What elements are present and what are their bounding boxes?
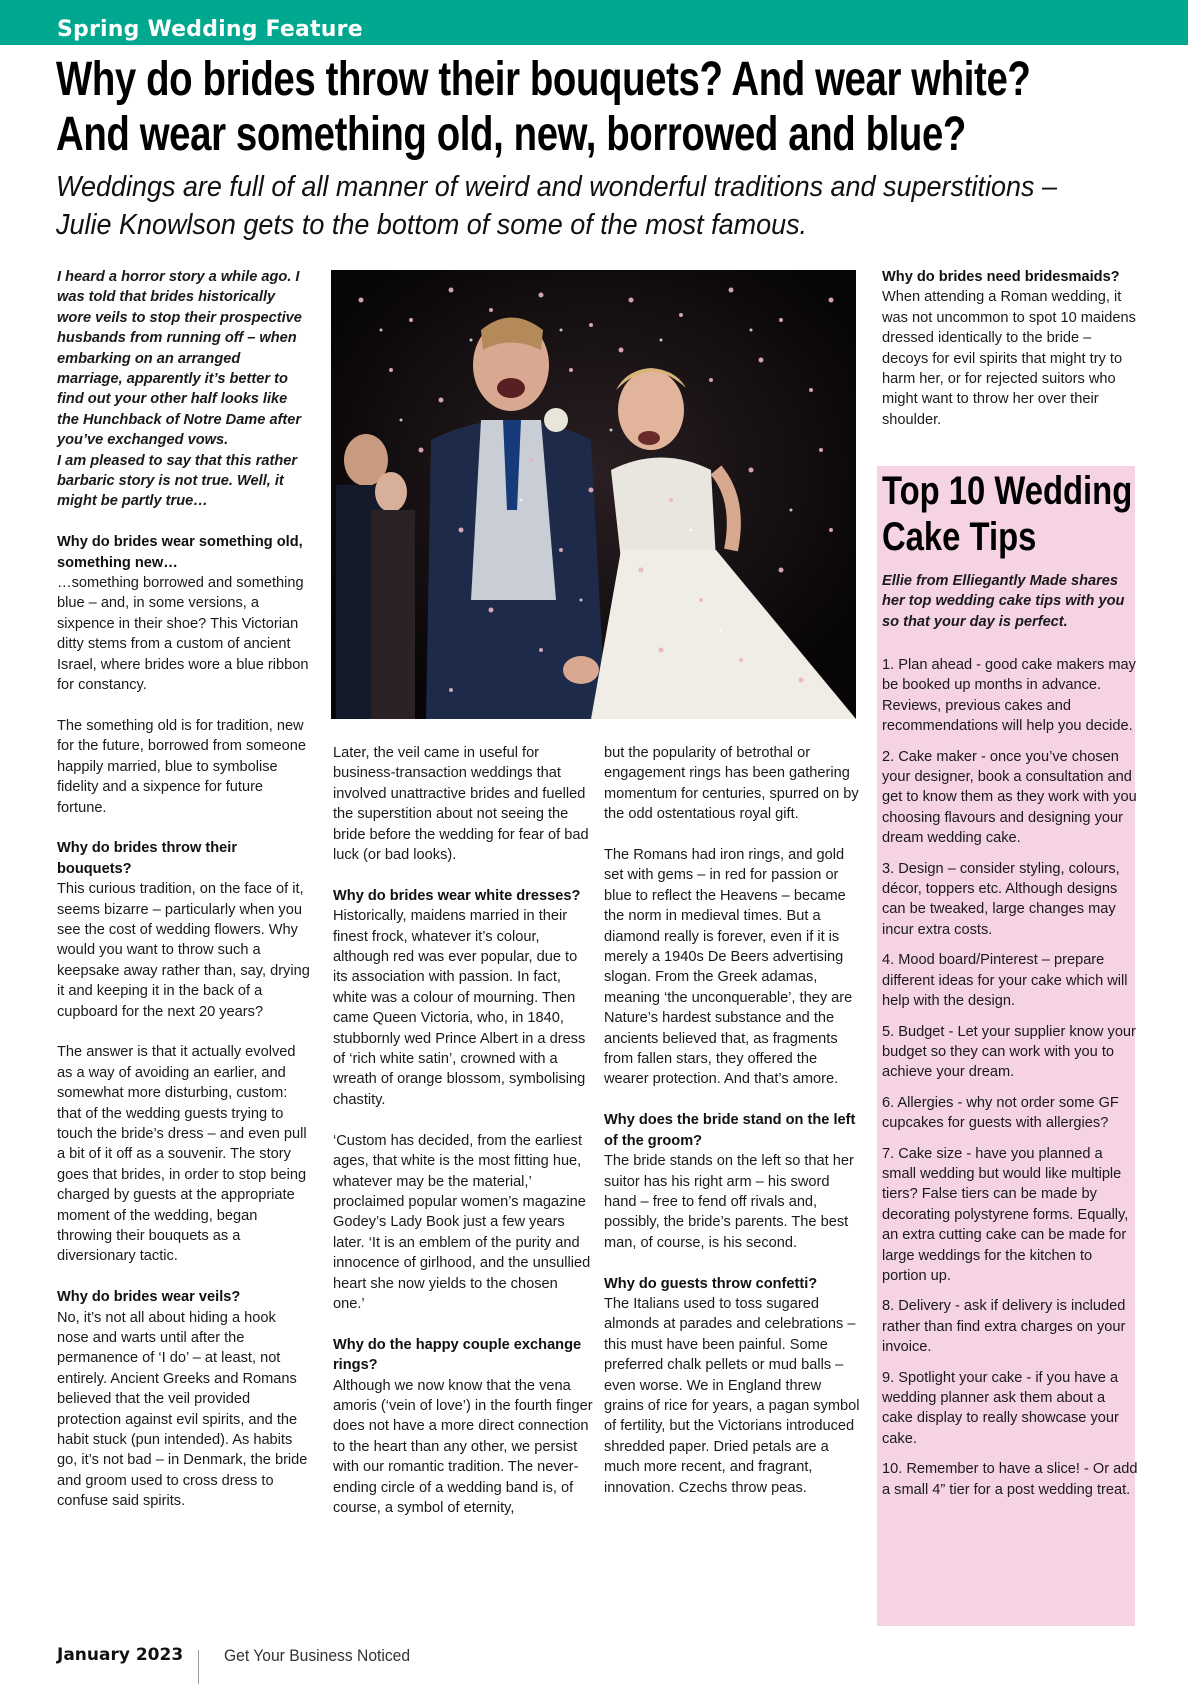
cake-tips-title xyxy=(882,468,1144,560)
section-paragraph: The Italians used to toss sugared almonds at parades and celebrations – this must have been painful. Some preferred chalk pellets or mud balls – even worse. We in England threw grains of rice for years, a pagan symbol of fertility, but the Victorians introduced shredded paper. Dried petals are a much more recent, and fragrant, innovation. Czechs throw peas. xyxy=(604,1295,860,1496)
cake-tip-item: 5. Budget - Let your supplier know your budget so they can work with you to achieve your dream. xyxy=(882,1023,1136,1081)
section-paragraph: Historically, maidens married in their finest frock, whatever it’s colour, although red was ever popular, due to its association with passion. In fact, white was a colour of mourning. Then came Queen Victoria, who, in 1840, stubbornly wed Prince Albert in a dress of ‘rich white satin’, crowned with a wreath of orange blossom, symbolising chastity. xyxy=(333,908,586,1108)
section-paragraph: No, it’s not all about hiding a hook nose and warts until after the permanence of ‘I do’ – at least, not entirely. Ancient Greeks and Romans believed that the veil provided protection against evil spirits, and the habit stuck (pun intended). As habits go, it’s not bad – in Denmark, the bride and groom used to cross dress to confuse said spirits. xyxy=(57,1309,308,1510)
section-heading-old-new: Why do brides wear something old, something new… xyxy=(57,534,303,571)
cake-tip-item: 1. Plan ahead - good cake makers may be booked up months in advance. Reviews, previous cakes and recommendations will help you decide. xyxy=(882,657,1136,735)
section-paragraph: ‘Custom has decided, from the earliest ages, that white is the most fitting hue, whatever may be the material,’ proclaimed popular women’s magazine Godey’s Lady Book just a few years later. ‘It is an emblem of the purity and innocence of girlhood, and the unsullied heart she now yields to the chosen one.’ xyxy=(333,1132,591,1312)
headline-line-1: Why do brides throw their bouquets? And wear white? xyxy=(56,53,1031,106)
article-column-4 xyxy=(882,267,1138,430)
section-heading-bouquets: Why do brides throw their bouquets? xyxy=(57,840,237,877)
section-paragraph: This curious tradition, on the face of it, seems bizarre – particularly when you see the cost of wedding flowers. Why would you want to throw such a keepsake away rather than, say, drying it and keeping it in the back of a cupboard for the next 20 years? xyxy=(57,881,310,1020)
footer-tagline: Get Your Business Noticed xyxy=(224,1646,411,1665)
footer-issue-date: January 2023 xyxy=(57,1645,184,1665)
cake-tips-title-line-2: Cake Tips xyxy=(882,515,1037,559)
intro-paragraph-2: I am pleased to say that this rather barbaric story is not true. Well, it might be partly true… xyxy=(57,452,298,510)
footer-divider xyxy=(198,1650,199,1684)
section-paragraph: The something old is for tradition, new for the future, borrowed from someone happily married, blue to symbolise fidelity and a sixpence for future fortune. xyxy=(57,717,307,816)
section-heading-confetti: Why do guests throw confetti? xyxy=(604,1275,818,1292)
section-heading-bridesmaids: Why do brides need bridesmaids? xyxy=(882,269,1120,285)
section-paragraph: Later, the veil came in useful for business-transaction weddings that involved unattractive brides and fuelled the superstition about not seeing the bride before the wedding for fear of bad luck (or bad looks). xyxy=(333,745,589,864)
section-heading-veils: Why do brides wear veils? xyxy=(57,1289,241,1306)
section-paragraph: When attending a Roman wedding, it was not uncommon to spot 10 maidens dressed identically to the bride – decoys for evil spirits that might try to harm her, or for rejected suitors who might want to throw her over their shoulder. xyxy=(882,289,1136,428)
cake-tip-item: 3. Design – consider styling, colours, décor, toppers etc. Although designs can be tweaked, large changes may incur extra costs. xyxy=(882,860,1120,938)
cake-tip-item: 9. Spotlight your cake - if you have a wedding planner ask them about a cake display to really showcase your cake. xyxy=(882,1369,1119,1447)
cake-tip-item: 8. Delivery - ask if delivery is included rather than find extra charges on your invoice. xyxy=(882,1298,1126,1356)
standfirst-line-1: Weddings are full of all manner of weird and wonderful traditions and superstitions – xyxy=(56,171,1057,203)
article-column-2 xyxy=(333,743,593,1518)
cake-tip-item: 10. Remember to have a slice! - Or add a small 4” tier for a post wedding treat. xyxy=(882,1461,1138,1498)
standfirst xyxy=(56,168,1153,244)
cake-tips-list xyxy=(882,655,1138,1510)
section-paragraph: The Romans had iron rings, and gold set with gems – in red for passion or blue to reflect the Heavens – became the norm in medieval times. But a diamond really is forever, even if it is merely a 1940s De Beers advertising slogan. From the Greek adamas, meaning ‘the unconquerable’, they are Nature’s hardest substance and the ancients believed that, as fragments from fallen stars, they offered the wearer protection. And that’s amore. xyxy=(604,847,853,1088)
section-paragraph: but the popularity of betrothal or engagement rings has been gathering momentum for centuries, spurred on by the odd ostentatious royal gift. xyxy=(604,745,859,823)
section-heading-rings: Why do the happy couple exchange rings? xyxy=(333,1336,582,1374)
cake-tip-item: 7. Cake size - have you planned a small wedding but would like multiple tiers? False tiers can be made by decorating polystyrene forms. Equally, an extra cutting cake can be made for large weddings for the kitchen to portion up. xyxy=(882,1145,1129,1284)
cake-tip-item: 2. Cake maker - once you’ve chosen your designer, book a consultation and get to know them as they work with you choosing flavours and designing your dream wedding cake. xyxy=(882,748,1137,847)
cake-tip-item: 6. Allergies - why not order some GF cupcakes for guests with allergies? xyxy=(882,1094,1119,1132)
section-heading-white-dresses: Why do brides wear white dresses? xyxy=(333,887,581,904)
section-paragraph: The answer is that it actually evolved as a way of avoiding an earlier, and somewhat more disturbing, custom: that of the wedding guests trying to touch the bride’s dress – and even pull a bit of it off as a souvenir. The story goes that brides, in order to stop being charged by guests at the appropriate moment of the wedding, began throwing their bouquets as a diversionary tactic. xyxy=(57,1044,307,1265)
article-column-3 xyxy=(604,743,864,1498)
article-column-1 xyxy=(57,267,310,1512)
wedding-photo xyxy=(331,270,856,719)
cake-tips-title-line-1: Top 10 Wedding xyxy=(882,469,1133,513)
section-paragraph: The bride stands on the left so that her suitor has his right arm – his sword hand – free to fend off rivals and, possibly, the bride’s parents. The best man, of course, is his second. xyxy=(604,1153,854,1251)
section-heading-left-of-groom: Why does the bride stand on the left of the groom? xyxy=(604,1112,856,1149)
cake-tips-intro: Ellie from Elliegantly Made shares her top wedding cake tips with you so that your day is perfect. xyxy=(882,573,1125,630)
cake-tip-item: 4. Mood board/Pinterest – prepare different ideas for your cake which will help with the design. xyxy=(882,952,1128,1010)
intro-paragraph-1: I heard a horror story a while ago. I was told that brides historically wore veils to stop their prospective husbands from running off – when embarking on an arranged marriage, apparently it’s better to find out your other half looks like the Hunchback of Notre Dame after you’ve exchanged vows. xyxy=(57,269,302,449)
headline-line-2: And wear something old, new, borrowed and blue? xyxy=(56,108,966,161)
standfirst-line-2: Julie Knowlson gets to the bottom of some of the most famous. xyxy=(56,209,808,241)
section-paragraph: …something borrowed and something blue – and, in some versions, a sixpence in their shoe? This Victorian ditty stems from a custom of ancient Israel, where brides wore a blue ribbon for constancy. xyxy=(57,575,309,694)
section-kicker: Spring Wedding Feature xyxy=(57,17,363,42)
page-headline xyxy=(56,52,1176,162)
section-paragraph: Although we now know that the vena amoris (‘vein of love’) in the fourth finger does not have a more direct connection to the heart than any other, we persist with our romantic tradition. The never-ending circle of a wedding band is, of course, a symbol of eternity, xyxy=(333,1377,593,1516)
